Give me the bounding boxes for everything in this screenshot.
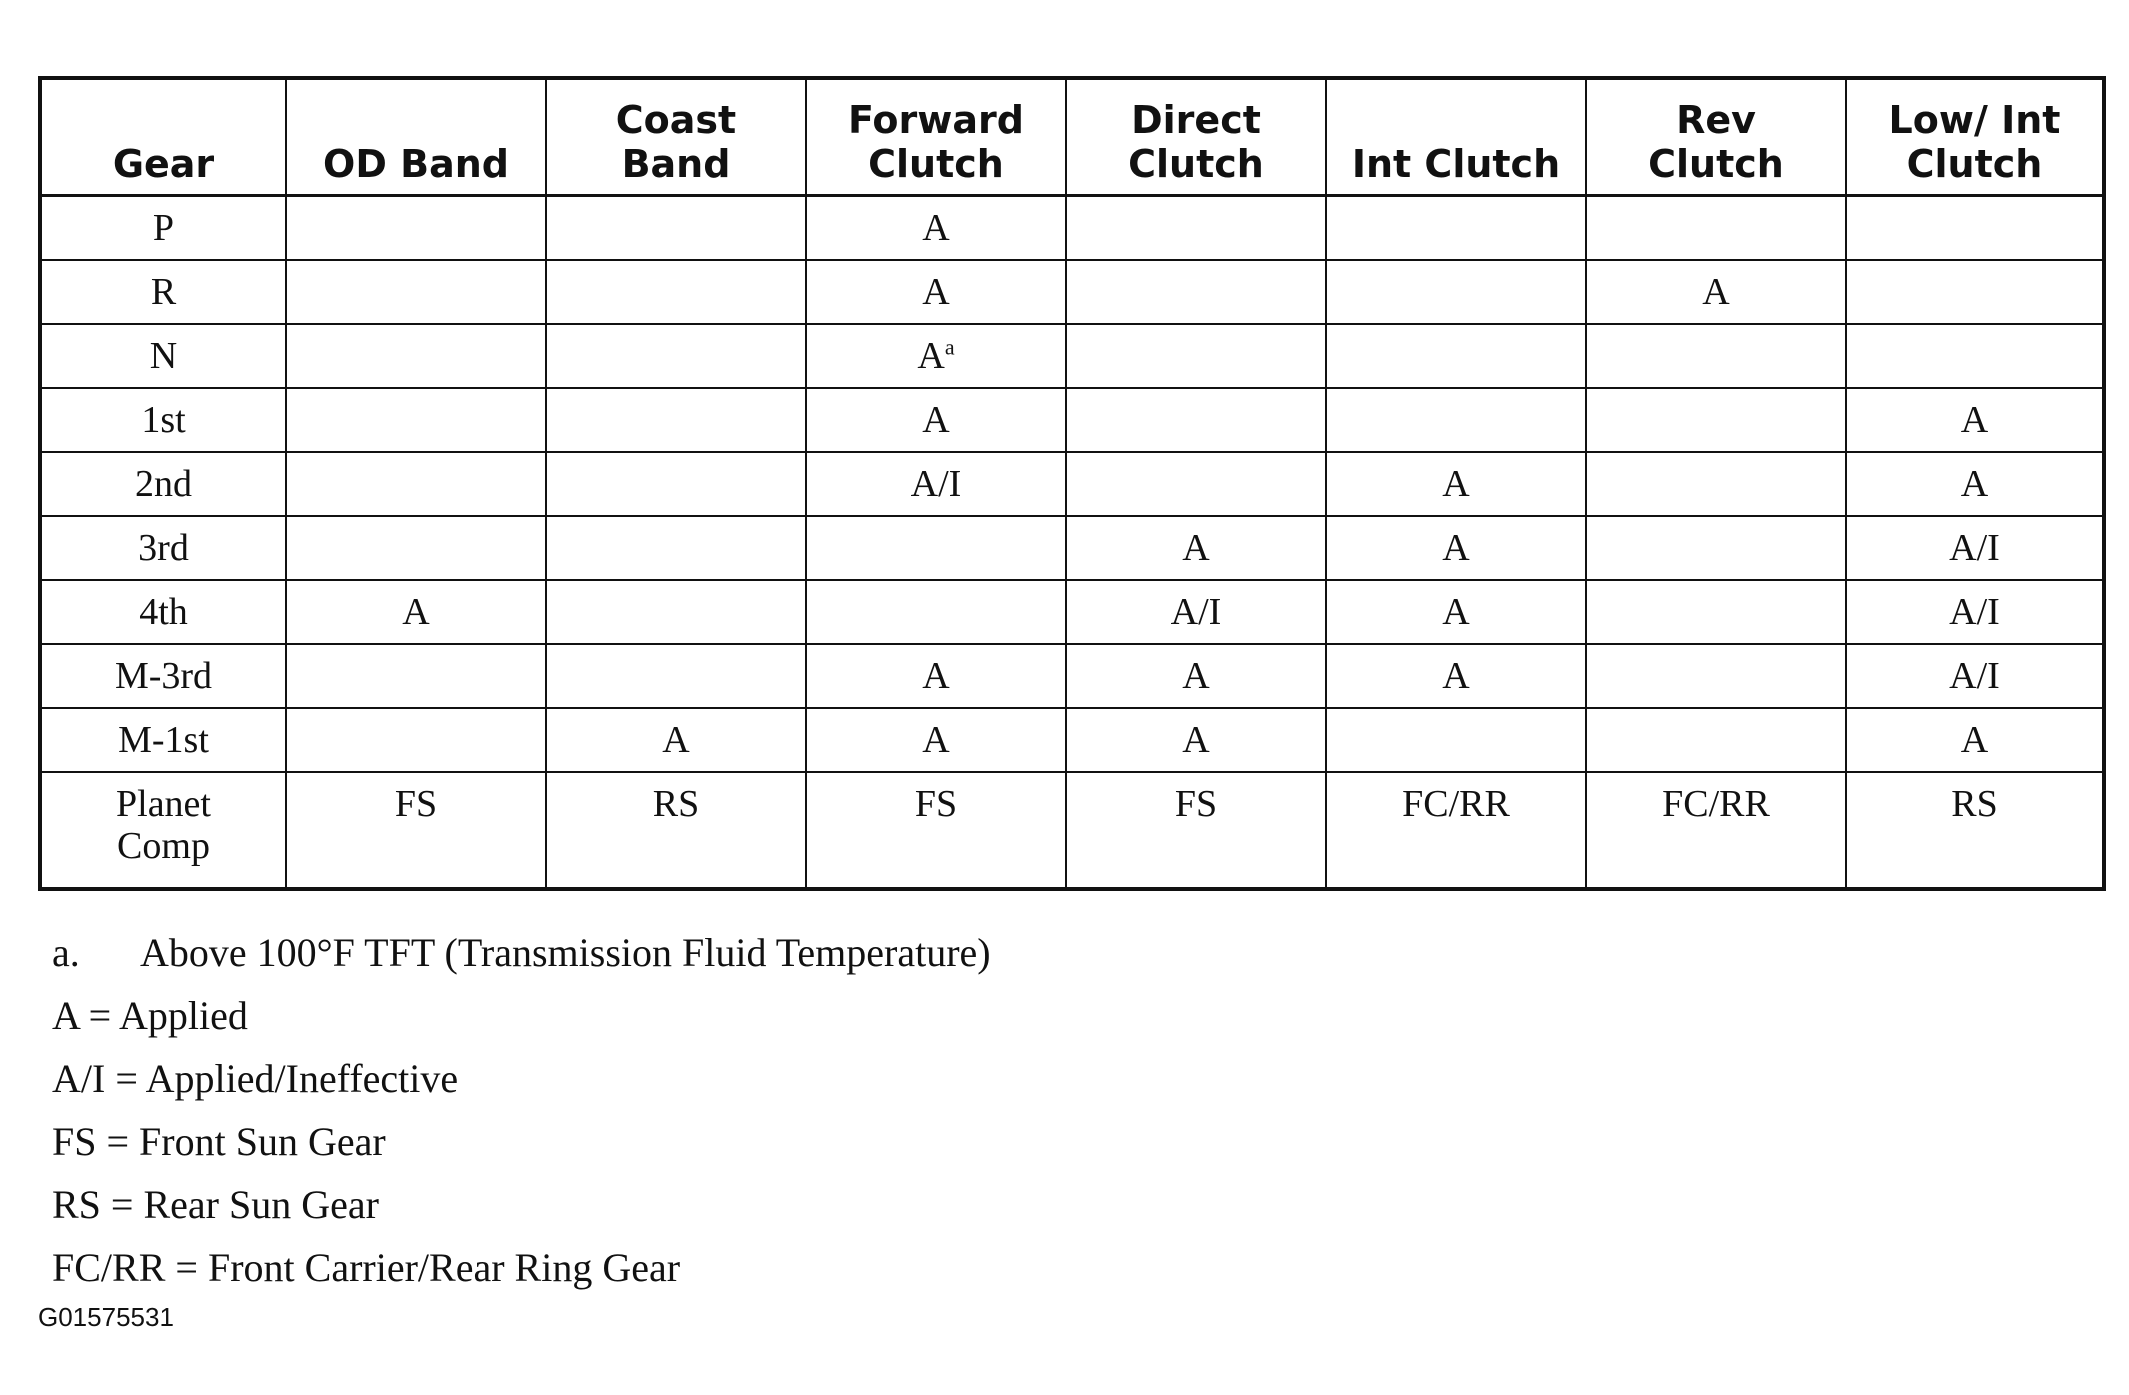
forward-clutch-cell: [806, 452, 1066, 516]
low-int-clutch-cell: A: [1846, 708, 2104, 772]
legend-entry-applied: A = Applied: [52, 993, 248, 1038]
forward-clutch-cell: [806, 644, 1066, 708]
header-row: [40, 78, 2104, 196]
table-row: [40, 260, 2104, 324]
table-row: [40, 324, 2104, 388]
header-forward-clutch: Forward Clutch: [806, 78, 1066, 196]
int-clutch-cell: A: [1326, 580, 1586, 644]
low-int-clutch-cell: [1846, 196, 2104, 261]
direct-clutch-cell: [1066, 388, 1326, 452]
gear-cell: R: [40, 260, 286, 324]
coast-band-cell: [546, 324, 806, 388]
direct-clutch-cell: A/I: [1066, 580, 1326, 644]
int-clutch-cell: FC/RR: [1326, 772, 1586, 889]
table-row: [40, 516, 2104, 580]
legend-entry-rear-sun-gear: RS = Rear Sun Gear: [52, 1182, 379, 1227]
int-clutch-cell: A: [1326, 644, 1586, 708]
int-clutch-cell: A: [1326, 516, 1586, 580]
int-clutch-cell: [1326, 708, 1586, 772]
coast-band-cell: [546, 388, 806, 452]
rev-clutch-cell: [1586, 388, 1846, 452]
gear-cell: 1st: [40, 388, 286, 452]
int-clutch-cell: [1326, 388, 1586, 452]
header-gear: Gear: [40, 78, 286, 196]
rev-clutch-cell: [1586, 708, 1846, 772]
forward-clutch-value: A: [922, 207, 950, 249]
legend-entry-front-carrier-rear-ring: FC/RR = Front Carrier/Rear Ring Gear: [52, 1245, 681, 1290]
rev-clutch-cell: [1586, 516, 1846, 580]
direct-clutch-cell: A: [1066, 516, 1326, 580]
forward-clutch-value: A: [922, 655, 950, 697]
forward-clutch-value: A: [922, 271, 950, 313]
gear-cell: M-3rd: [40, 644, 286, 708]
coast-band-cell: [546, 580, 806, 644]
coast-band-cell: RS: [546, 772, 806, 889]
forward-clutch-value: A: [922, 399, 950, 441]
footnote-superscript: a: [944, 334, 955, 360]
gear-cell: P: [40, 196, 286, 261]
forward-clutch-value: A/I: [910, 463, 962, 505]
direct-clutch-cell: A: [1066, 708, 1326, 772]
int-clutch-cell: [1326, 196, 1586, 261]
header-rev-clutch: Rev Clutch: [1586, 78, 1846, 196]
od-band-cell: [286, 452, 546, 516]
table-row: [40, 708, 2104, 772]
direct-clutch-cell: A: [1066, 644, 1326, 708]
rev-clutch-cell: [1586, 324, 1846, 388]
table-row: [40, 644, 2104, 708]
gear-cell: [40, 772, 286, 889]
table-row: [40, 452, 2104, 516]
forward-clutch-cell: [806, 708, 1066, 772]
forward-clutch-value: A: [922, 719, 950, 761]
forward-clutch-cell: [806, 196, 1066, 261]
header-direct-clutch: Direct Clutch: [1066, 78, 1326, 196]
footnote-marker: a.: [52, 930, 80, 975]
forward-clutch-cell: [806, 516, 1066, 580]
clutch-application-table: [38, 76, 2106, 891]
low-int-clutch-cell: [1846, 324, 2104, 388]
forward-clutch-cell: [806, 260, 1066, 324]
forward-clutch-cell: [806, 772, 1066, 889]
coast-band-cell: A: [546, 708, 806, 772]
table-row: [40, 196, 2104, 261]
table-row: [40, 580, 2104, 644]
low-int-clutch-cell: A: [1846, 452, 2104, 516]
direct-clutch-cell: FS: [1066, 772, 1326, 889]
coast-band-cell: [546, 452, 806, 516]
rev-clutch-cell: [1586, 452, 1846, 516]
forward-clutch-cell: [806, 388, 1066, 452]
direct-clutch-cell: [1066, 452, 1326, 516]
od-band-cell: A: [286, 580, 546, 644]
legend-entry-front-sun-gear: FS = Front Sun Gear: [52, 1119, 386, 1164]
low-int-clutch-cell: RS: [1846, 772, 2104, 889]
header-low-int-clutch: Low/ Int Clutch: [1846, 78, 2104, 196]
coast-band-cell: [546, 516, 806, 580]
header-int-clutch: Int Clutch: [1326, 78, 1586, 196]
header-coast-band: Coast Band: [546, 78, 806, 196]
header-od-band: OD Band: [286, 78, 546, 196]
low-int-clutch-cell: A/I: [1846, 644, 2104, 708]
image-code: G01575531: [38, 1302, 174, 1332]
table-row: [40, 388, 2104, 452]
legend-entry-applied-ineffective: A/I = Applied/Ineffective: [52, 1056, 459, 1101]
footnote-text: Above 100°F TFT (Transmission Fluid Temperature): [140, 930, 991, 975]
od-band-cell: [286, 324, 546, 388]
gear-cell: 3rd: [40, 516, 286, 580]
forward-clutch-value: FS: [914, 783, 958, 825]
od-band-cell: [286, 708, 546, 772]
low-int-clutch-cell: [1846, 260, 2104, 324]
forward-clutch-value: A: [917, 335, 945, 377]
od-band-cell: [286, 644, 546, 708]
gear-cell: N: [40, 324, 286, 388]
direct-clutch-cell: [1066, 260, 1326, 324]
rev-clutch-cell: [1586, 644, 1846, 708]
planet-comp-label: Planet Comp: [116, 783, 211, 867]
gear-cell: 2nd: [40, 452, 286, 516]
low-int-clutch-cell: A/I: [1846, 516, 2104, 580]
direct-clutch-cell: [1066, 196, 1326, 261]
forward-clutch-cell: [806, 324, 1066, 388]
low-int-clutch-cell: A/I: [1846, 580, 2104, 644]
rev-clutch-cell: FC/RR: [1586, 772, 1846, 889]
rev-clutch-cell: [1586, 196, 1846, 261]
gear-cell: M-1st: [40, 708, 286, 772]
low-int-clutch-cell: A: [1846, 388, 2104, 452]
od-band-cell: FS: [286, 772, 546, 889]
gear-cell: 4th: [40, 580, 286, 644]
coast-band-cell: [546, 196, 806, 261]
rev-clutch-cell: A: [1586, 260, 1846, 324]
coast-band-cell: [546, 644, 806, 708]
int-clutch-cell: A: [1326, 452, 1586, 516]
od-band-cell: [286, 260, 546, 324]
int-clutch-cell: [1326, 324, 1586, 388]
od-band-cell: [286, 388, 546, 452]
int-clutch-cell: [1326, 260, 1586, 324]
table-row: [40, 772, 2104, 889]
footnote-a: [52, 930, 991, 976]
rev-clutch-cell: [1586, 580, 1846, 644]
coast-band-cell: [546, 260, 806, 324]
od-band-cell: [286, 196, 546, 261]
od-band-cell: [286, 516, 546, 580]
forward-clutch-cell: [806, 580, 1066, 644]
direct-clutch-cell: [1066, 324, 1326, 388]
